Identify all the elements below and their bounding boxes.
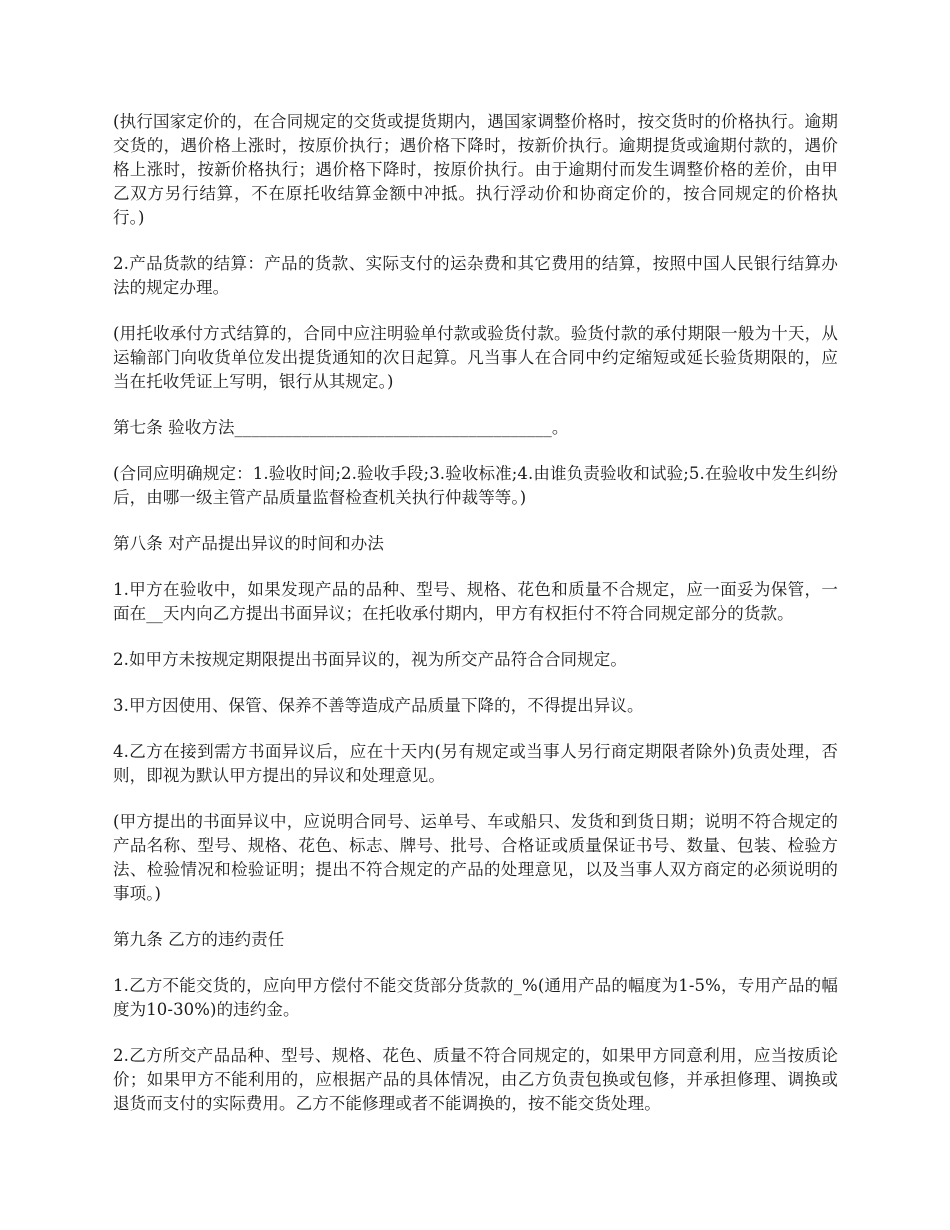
acceptance-method-note: (合同应明确规定：1.验收时间;2.验收手段;3.验收标准;4.由谁负责验收和试验;5.在验收中发生纠纷后，由哪一级主管产品质量监督检查机关执行仲裁等等。) [113,464,838,507]
payment-settlement-clause: 2.产品货款的结算：产品的货款、实际支付的运杂费和其它费用的结算，按照中国人民银行结算办法的规定办理。 [113,254,838,297]
article-9-heading: 第九条 乙方的违约责任 [113,930,285,949]
article-7-heading: 第七条 验收方法______________________________________。 [113,418,569,437]
objection-content-note: (甲方提出的书面异议中，应说明合同号、运单号、车或船只、发货和到货日期；说明不符合规定的产品名称、型号、规格、花色、标志、牌号、批号、合格证或质量保证书号、数量、包装、检验方法、检验情况和检验证明；提出不符合规定的产品的处理意见，以及当事人双方商定的必须说明的事项。) [113,812,838,903]
article-8-heading: 第八条 对产品提出异议的时间和办法 [113,534,384,553]
liability-clause-2: 2.乙方所交产品品种、型号、规格、花色、质量不符合同规定的，如果甲方同意利用，应当按质论价；如果甲方不能利用的，应根据产品的具体情况，由乙方负责包换或包修，并承担修理、调换或退货而支付的实际费用。乙方不能修理或者不能调换的，按不能交货处理。 [113,1046,838,1113]
objection-clause-1: 1.甲方在验收中，如果发现产品的品种、型号、规格、花色和质量不合规定，应一面妥为保管，一面在__天内向乙方提出书面异议；在托收承付期内，甲方有权拒付不符合同规定部分的货款。 [113,580,838,623]
objection-clause-2: 2.如甲方未按规定期限提出书面异议的，视为所交产品符合合同规定。 [113,650,627,669]
objection-clause-4: 4.乙方在接到需方书面异议后，应在十天内(另有规定或当事人另行商定期限者除外)负责处理，否则，即视为默认甲方提出的异议和处理意见。 [113,742,838,785]
objection-clause-3: 3.甲方因使用、保管、保养不善等造成产品质量下降的，不得提出异议。 [113,696,644,715]
liability-clause-1: 1.乙方不能交货的，应向甲方偿付不能交货部分货款的_%(通用产品的幅度为1-5%，专用产品的幅度为10-30%)的违约金。 [113,976,838,1019]
price-adjustment-note: (执行国家定价的，在合同规定的交货或提货期内，遇国家调整价格时，按交货时的价格执行。逾期交货的，遇价格上涨时，按原价执行；遇价格下降时，按新价执行。逾期提货或逾期付款的，遇价格上涨时，按新价格执行；遇价格下降时，按原价执行。由于逾期付而发生调整价格的差价，由甲乙双方另行结算，不在原托收结算金额中冲抵。执行浮动价和协商定价的，按合同规定的价格执行。) [113,112,838,227]
collection-payment-note: (用托收承付方式结算的，合同中应注明验单付款或验货付款。验货付款的承付期限一般为十天，从运输部门向收货单位发出提货通知的次日起算。凡当事人在合同中约定缩短或延长验货期限的，应当在托收凭证上写明，银行从其规定。) [113,324,838,391]
